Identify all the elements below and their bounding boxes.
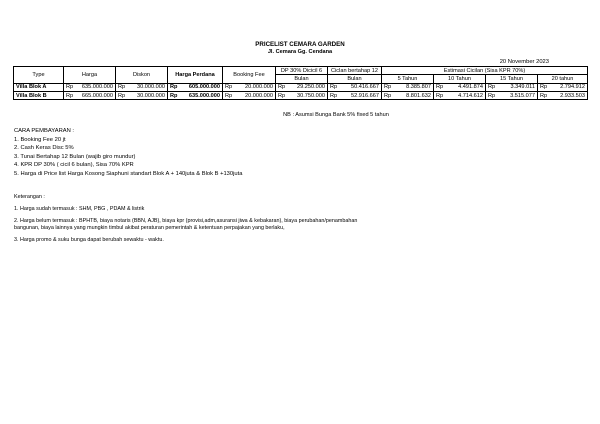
currency-label: Rp	[436, 92, 444, 99]
col-estimasi: Estimasi Cicilan (Sisa KPR 70%)	[382, 67, 588, 75]
col-cicilan-line2: Bulan	[328, 75, 382, 83]
currency-label: Rp	[118, 84, 126, 91]
payment-section	[14, 127, 242, 179]
col-dp-line1: DP 30% Dicicil 6	[276, 67, 328, 75]
currency-label: Rp	[330, 84, 338, 91]
row-booking-fee: 20.000.000	[245, 92, 273, 99]
col-10-tahun: 10 Tahun	[434, 75, 486, 83]
currency-label: Rp	[436, 84, 444, 91]
currency-label: Rp	[330, 92, 338, 99]
row-15-tahun: 3.515.077	[510, 92, 535, 99]
col-harga: Harga	[64, 67, 116, 84]
list-item: 2. Harga belum termasuk : BPHTB, biaya notaris (BBN, AJB), biaya kpr (provisi,adm,asuransi jiwa & kebakaran), biaya perubahan/penambahan	[14, 217, 358, 224]
document-date: 20 November 2023	[499, 59, 549, 65]
currency-label: Rp	[170, 84, 178, 91]
list-item: 3. Harga promo & suku bunga dapat berubah sewaktu - waktu.	[14, 236, 164, 243]
row-dp: 30.750.000	[297, 92, 325, 99]
currency-label: Rp	[225, 92, 233, 99]
list-item-continuation: bangunan, biaya lainnya yang mungkin timbul akibat peraturan pemerintah & ketentuan perpajakan yang berlaku,	[14, 225, 285, 232]
currency-label: Rp	[66, 84, 74, 91]
row-harga-perdana: 635.000.000	[188, 92, 220, 99]
col-15-tahun: 15 Tahun	[486, 75, 538, 83]
row-harga: 665.000.000	[81, 92, 113, 99]
col-type: Type	[14, 67, 64, 84]
row-type: Villa Blok A	[14, 83, 64, 91]
currency-label: Rp	[170, 92, 178, 99]
list-item: 2. Cash Keras Disc 5%	[14, 145, 74, 152]
row-harga: 635.000.000	[81, 84, 113, 91]
col-harga-perdana: Harga Perdana	[168, 67, 223, 84]
row-10-tahun: 4.714.612	[458, 92, 483, 99]
currency-label: Rp	[540, 92, 548, 99]
currency-label: Rp	[384, 92, 392, 99]
row-5-tahun: 8.385.807	[406, 84, 431, 91]
currency-label: Rp	[384, 84, 392, 91]
table-row	[14, 83, 588, 91]
list-item: 4. KPR DP 30% ( cicil 6 bulan), Sisa 70% KPR	[14, 162, 134, 169]
col-booking-fee: Booking Fee	[223, 67, 276, 84]
list-item: 3. Tunai Bertahap 12 Bulan (wajib giro mundur)	[14, 153, 136, 160]
row-diskon: 30.000.000	[137, 84, 165, 91]
currency-label: Rp	[488, 92, 496, 99]
keterangan-heading: Keterangan :	[14, 194, 45, 200]
currency-label: Rp	[225, 84, 233, 91]
table-header-row	[14, 67, 588, 75]
list-item: 5. Harga di Price list Harga Kosong Siaphuni standart Blok A + 140juta & Blok B +130juta	[14, 170, 243, 177]
document-title: PRICELIST CEMARA GARDEN	[255, 41, 345, 48]
document-subtitle: Jl. Cemara Gg. Cendana	[267, 49, 333, 55]
row-dp: 29.250.000	[297, 84, 325, 91]
row-20-tahun: 2.794.912	[560, 84, 586, 91]
currency-label: Rp	[278, 92, 286, 99]
col-20-tahun: 20 tahun	[538, 75, 588, 83]
payment-heading: CARA PEMBAYARAN :	[14, 128, 75, 134]
list-item: 1. Booking Fee 20 jt	[14, 136, 66, 143]
list-item: 1. Harga sudah termasuk : SHM, PBG , PDAM & listrik	[14, 205, 145, 212]
currency-label: Rp	[278, 84, 286, 91]
row-10-tahun: 4.491.874	[458, 84, 483, 91]
interest-note: NB : Asumsi Bunga Bank 5% fixed 5 tahun	[283, 112, 389, 118]
row-type: Villa Blok B	[14, 91, 64, 99]
col-5-tahun: 5 Tahun	[382, 75, 434, 83]
row-diskon: 30.000.000	[137, 92, 165, 99]
col-cicilan-line1: Ciclan bertahap 12	[328, 67, 382, 75]
row-harga-perdana: 605.000.000	[188, 84, 220, 91]
row-5-tahun: 8.801.632	[406, 92, 431, 99]
row-cicilan: 50.416.667	[351, 84, 379, 91]
col-diskon: Diskon	[116, 67, 168, 84]
col-dp-line2: Bulan	[276, 75, 328, 83]
currency-label: Rp	[66, 92, 74, 99]
row-20-tahun: 2.933.503	[560, 92, 586, 99]
currency-label: Rp	[488, 84, 496, 91]
currency-label: Rp	[118, 92, 126, 99]
keterangan-section	[14, 194, 357, 245]
currency-label: Rp	[540, 84, 548, 91]
row-15-tahun: 3.349.011	[510, 84, 535, 91]
row-cicilan: 52.916.667	[351, 92, 379, 99]
table-row	[14, 91, 588, 99]
row-booking-fee: 20.000.000	[245, 84, 273, 91]
pricelist-table	[13, 66, 588, 100]
